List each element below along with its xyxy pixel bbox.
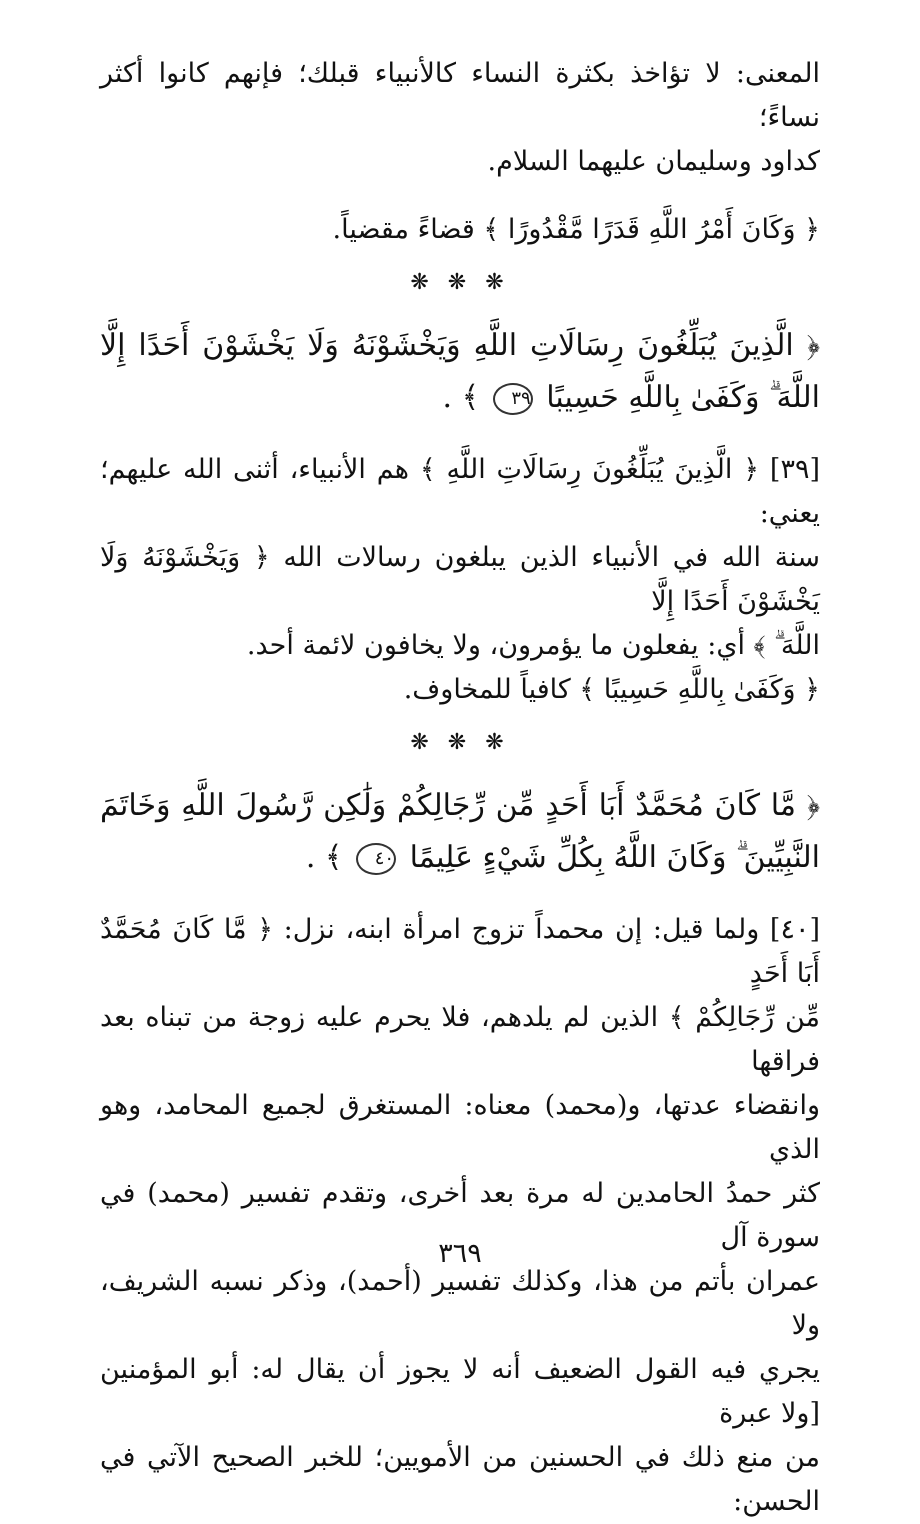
text-line: [٣٩] ﴿ الَّذِينَ يُبَلِّغُونَ رِسَالَاتِ اللَّهِ ﴾ هم الأنبياء، أثنى الله عليهم؛ يعني: — [100, 454, 820, 529]
text-line: مِّن رِّجَالِكُمْ ﴾ الذين لم يلدهم، فلا يحرم عليه زوجة من تبناه بعد فراقها — [100, 1002, 820, 1077]
text-line: ﴿ وَكَفَىٰ بِاللَّهِ حَسِيبًا ﴾ كافياً للمخاوف. — [403, 674, 820, 705]
page-body — [100, 52, 820, 1524]
verse-closing: ﴾ . — [442, 380, 480, 415]
text-line: وانقضاء عدتها، و(محمد) معناه: المستغرق لجميع المحامد، وهو الذي — [100, 1090, 820, 1165]
verse-closing: ﴾ . — [305, 840, 343, 875]
text-line: من منع ذلك في الحسنين من الأمويين؛ للخبر الصحيح الآتي في الحسن: — [100, 1442, 820, 1517]
paragraph-qadar — [100, 208, 820, 252]
text-line: كداود وسليمان عليهما السلام. — [487, 146, 820, 177]
paragraph-meaning — [100, 52, 820, 184]
text-line: ﴿ وَكَانَ أَمْرُ اللَّهِ قَدَرًا مَّقْدُورًا ﴾ قضاءً مقضياً. — [332, 214, 820, 245]
section-separator: ❋ ❋ ❋ — [410, 730, 510, 755]
verse-39 — [100, 320, 820, 424]
section-separator: ❋ ❋ ❋ — [410, 270, 510, 295]
verse-text: ﴿ الَّذِينَ يُبَلِّغُونَ رِسَالَاتِ اللَّهِ وَيَخْشَوْنَهُ وَلَا يَخْشَوْنَ أَحَدًا إِلَّا اللَّهَ ۗ وَكَفَىٰ بِاللَّهِ حَسِيبًا — [100, 328, 820, 415]
ayah-number-badge: ٤٠ — [356, 843, 396, 875]
text-line: اللَّهَ ۗ ﴾ أي: يفعلون ما يؤمرون، ولا يخافون لائمة أحد. — [246, 630, 820, 661]
text-line: المعنى: لا تؤاخذ بكثرة النساء كالأنبياء قبلك؛ فإنهم كانوا أكثر نساءً؛ — [100, 58, 820, 133]
text-line: عمران بأتم من هذا، وكذلك تفسير (أحمد)، وذكر نسبه الشريف، ولا — [100, 1266, 820, 1341]
commentary-39 — [100, 448, 820, 712]
verse-text: ﴿ مَّا كَانَ مُحَمَّدٌ أَبَا أَحَدٍ مِّن رِّجَالِكُمْ وَلَٰكِن رَّسُولَ اللَّهِ وَخَاتَمَ النَّبِيِّينَ ۗ وَكَانَ اللَّهُ بِكُلِّ شَيْءٍ عَلِيمًا — [100, 788, 820, 875]
verse-40 — [100, 780, 820, 884]
text-line: يجري فيه القول الضعيف أنه لا يجوز أن يقال له: أبو المؤمنين [ولا عبرة — [100, 1354, 820, 1429]
ayah-number-badge: ٣٩ — [493, 383, 533, 415]
commentary-40 — [100, 908, 820, 1524]
text-line: سنة الله في الأنبياء الذين يبلغون رسالات الله ﴿ وَيَخْشَوْنَهُ وَلَا يَخْشَوْنَ أَحَدًا إِلَّا — [100, 542, 820, 617]
text-line: [٤٠] ولما قيل: إن محمداً تزوج امرأة ابنه، نزل: ﴿ مَّا كَانَ مُحَمَّدٌ أَبَا أَحَدٍ — [100, 914, 820, 989]
text-line: كثر حمدُ الحامدين له مرة بعد أخرى، وتقدم تفسير (محمد) في سورة آل — [100, 1178, 820, 1253]
page-number: ٣٦٩ — [438, 1238, 482, 1269]
